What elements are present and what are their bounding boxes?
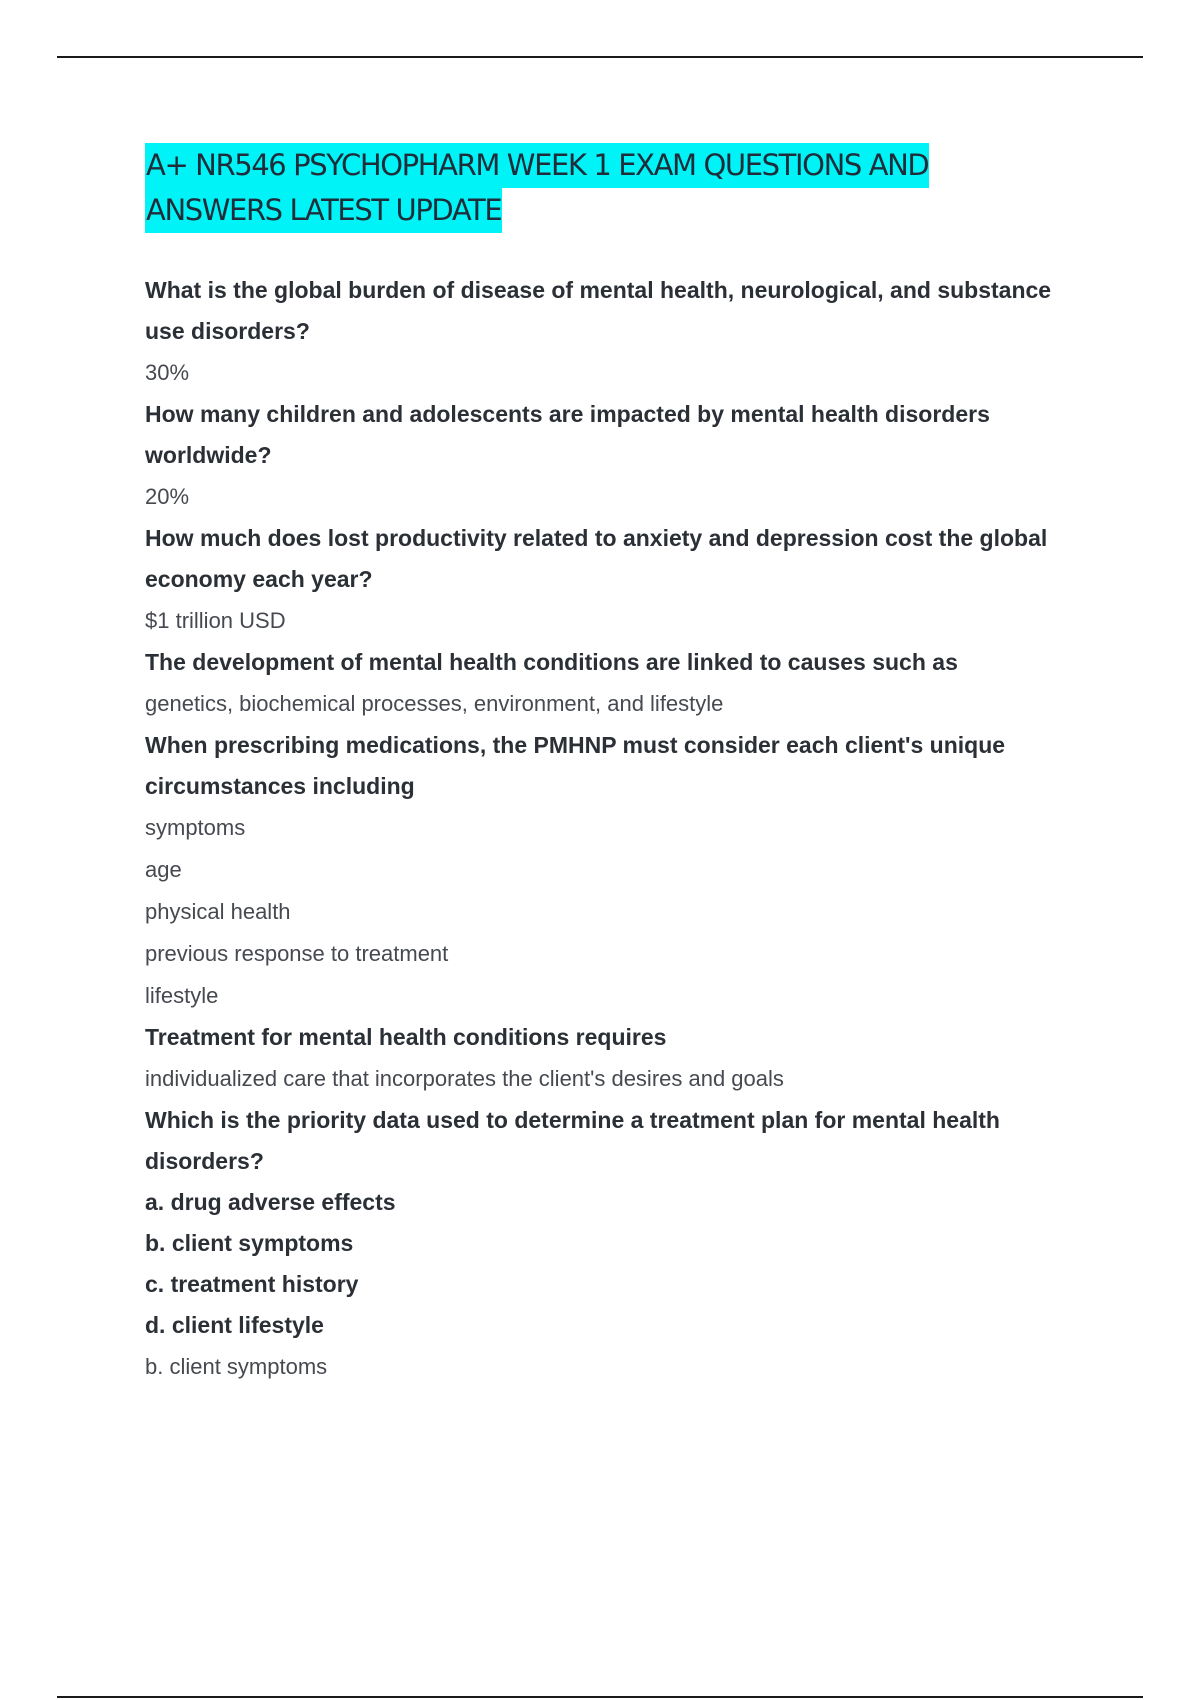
question-text: The development of mental health conditions are linked to causes such as <box>145 649 958 675</box>
document-title <box>145 143 1065 233</box>
answer-text: physical health <box>145 899 291 924</box>
question-text: Treatment for mental health conditions requires <box>145 1024 667 1050</box>
answer-option: a. drug adverse effects <box>145 1189 396 1215</box>
question-text: How many children and adolescents are impacted by mental health disorders worldwide? <box>145 401 990 468</box>
footer-rule <box>57 1696 1143 1698</box>
question-text: How much does lost productivity related to anxiety and depression cost the global economy each year? <box>145 525 1048 592</box>
question-text: When prescribing medications, the PMHNP must consider each client's unique circumstances including <box>145 732 1006 799</box>
answer-text: previous response to treatment <box>145 941 449 966</box>
question-text: What is the global burden of disease of mental health, neurological, and substance use disorders? <box>145 277 1052 344</box>
answer-text: $1 trillion USD <box>145 608 286 633</box>
answer-text: 20% <box>145 484 190 509</box>
answer-option: b. client symptoms <box>145 1230 354 1256</box>
header-rule <box>57 56 1143 58</box>
answer-option: c. treatment history <box>145 1271 359 1297</box>
answer-text: 30% <box>145 360 190 385</box>
title-line-2: ANSWERS LATEST UPDATE <box>145 188 502 233</box>
qa-content <box>145 270 1070 1388</box>
answer-text: symptoms <box>145 815 246 840</box>
title-line-1: A+ NR546 PSYCHOPHARM WEEK 1 EXAM QUESTIONS AND <box>145 143 929 188</box>
answer-text: lifestyle <box>145 983 219 1008</box>
answer-text: b. client symptoms <box>145 1354 328 1379</box>
question-text: Which is the priority data used to determine a treatment plan for mental health disorders? <box>145 1107 1000 1174</box>
answer-text: genetics, biochemical processes, environment, and lifestyle <box>145 691 724 716</box>
answer-option: d. client lifestyle <box>145 1312 324 1338</box>
answer-text: individualized care that incorporates the client's desires and goals <box>145 1066 784 1091</box>
answer-text: age <box>145 857 182 882</box>
